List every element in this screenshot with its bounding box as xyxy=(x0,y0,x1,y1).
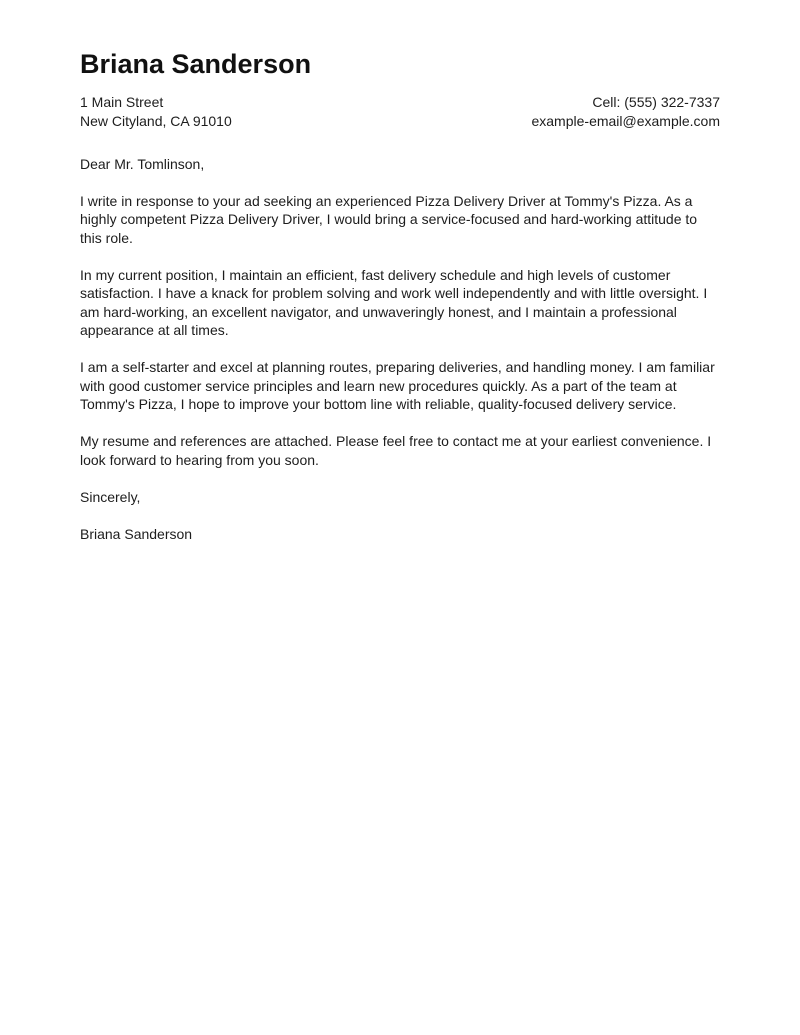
letter-body xyxy=(80,155,720,544)
email-address: example-email@example.com xyxy=(531,113,720,130)
address-line-2: New Cityland, CA 91010 xyxy=(80,113,232,130)
paragraph-intro: I write in response to your ad seeking an experienced Pizza Delivery Driver at Tommy's Pizza. As a highly competent Pizza Delivery Driver, I would bring a service-focused and hard-working attitude to this role. xyxy=(80,192,698,246)
sender-contact xyxy=(531,93,720,132)
signature-name: Briana Sanderson xyxy=(80,525,193,542)
letter-header xyxy=(80,50,720,132)
sender-address xyxy=(80,93,232,132)
paragraph-closing-request: My resume and references are attached. Please feel free to contact me at your earliest convenience. I look forward to hearing from you soon. xyxy=(80,433,712,468)
sender-name: Briana Sanderson xyxy=(80,49,312,79)
address-line-1: 1 Main Street xyxy=(80,93,164,110)
paragraph-current-position: In my current position, I maintain an efficient, fast delivery schedule and high levels of customer satisfaction. I have a knack for problem solving and work well independently and with little oversight. I am hard-working, an excellent navigator, and unwaveringly honest, and I maintain a professional appearance at all times. xyxy=(80,266,708,339)
paragraph-skills: I am a self-starter and excel at planning routes, preparing deliveries, and handling money. I am familiar with good customer service principles and learn new procedures quickly. As a part of the team at Tommy's Pizza, I hope to improve your bottom line with reliable, quality-focused delivery service. xyxy=(80,359,715,413)
closing: Sincerely, xyxy=(80,488,141,505)
contact-row xyxy=(80,93,720,132)
phone-number: Cell: (555) 322-7337 xyxy=(592,93,720,110)
salutation: Dear Mr. Tomlinson, xyxy=(80,155,205,172)
